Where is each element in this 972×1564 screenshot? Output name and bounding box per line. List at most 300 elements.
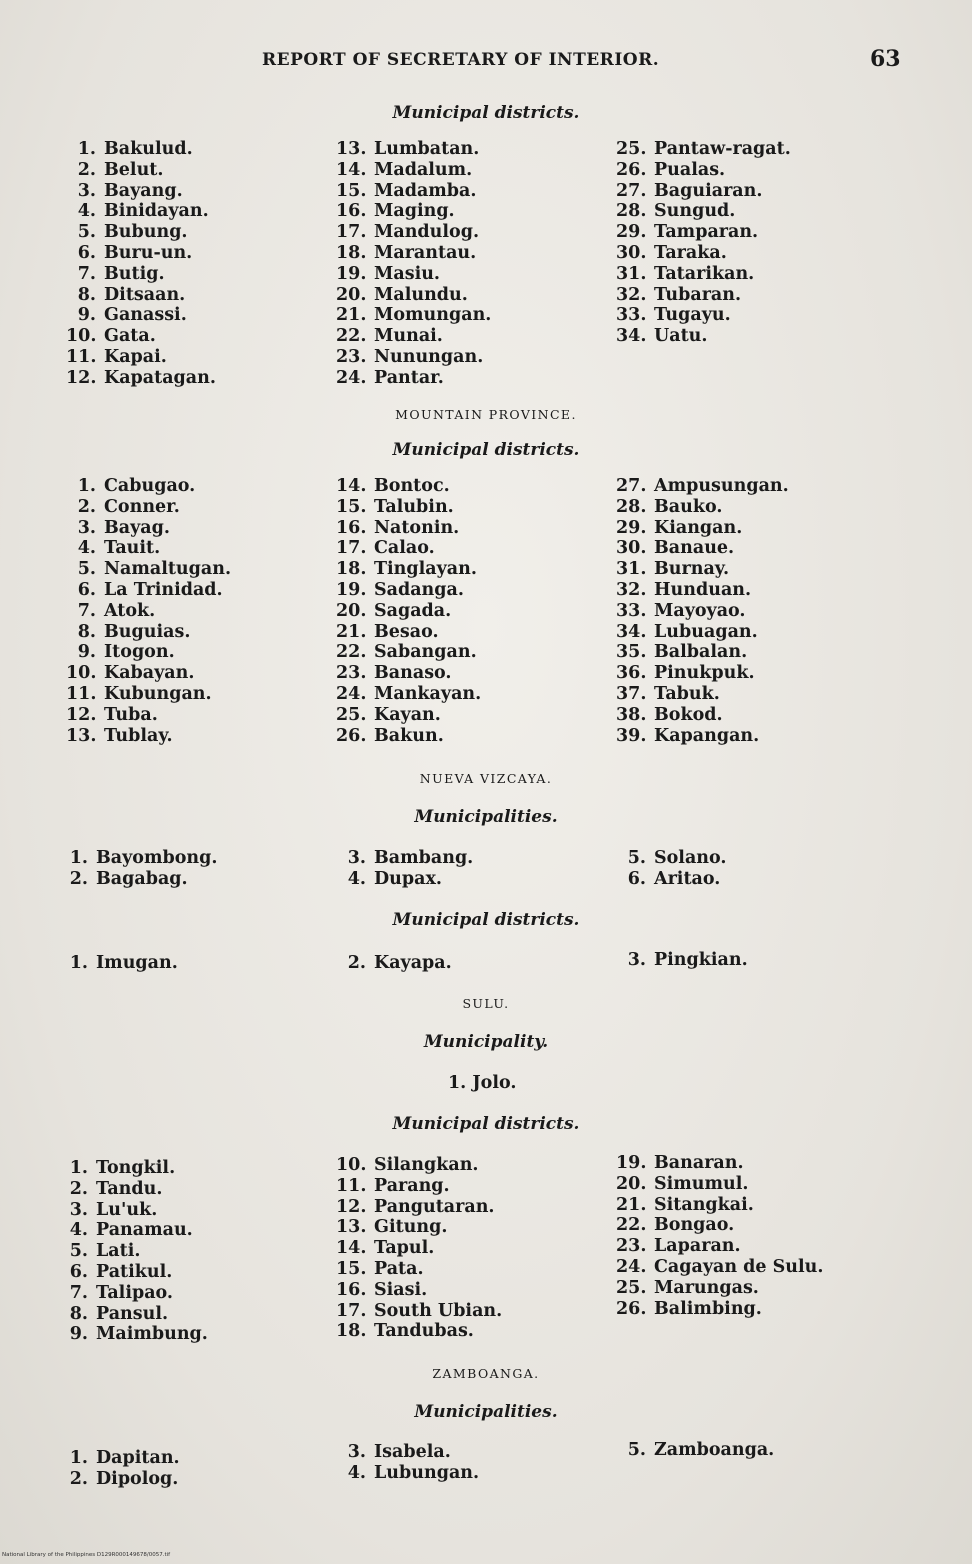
list-item bbox=[66, 243, 216, 264]
item-number: 26. bbox=[616, 159, 647, 180]
list-item bbox=[336, 264, 491, 285]
list-item bbox=[616, 642, 789, 663]
item-name: Pinukpuk. bbox=[654, 663, 755, 684]
item-name: Buru-un. bbox=[104, 242, 193, 263]
item-name: Ditsaan. bbox=[104, 284, 186, 305]
item-number: 30. bbox=[616, 242, 647, 263]
item-number: 19. bbox=[336, 263, 367, 284]
item-name: Bagabag. bbox=[96, 868, 188, 889]
item-number: 3. bbox=[347, 848, 366, 868]
item-name: Kayan. bbox=[374, 704, 441, 725]
list-item bbox=[66, 476, 231, 497]
item-name: Atok. bbox=[104, 600, 156, 621]
list-item bbox=[336, 285, 491, 306]
list-item bbox=[616, 1440, 774, 1461]
name-list bbox=[336, 476, 481, 746]
list-item bbox=[616, 201, 791, 222]
list-item bbox=[66, 622, 231, 643]
item-number: 6. bbox=[77, 242, 96, 263]
item-number: 8. bbox=[77, 284, 96, 305]
list-item bbox=[336, 869, 473, 890]
list-item bbox=[616, 181, 791, 202]
list-item bbox=[58, 848, 217, 869]
item-number: 3. bbox=[77, 180, 96, 201]
item-number: 2. bbox=[77, 496, 96, 517]
item-name: Bakulud. bbox=[104, 139, 193, 159]
item-number: 10. bbox=[66, 663, 97, 684]
item-number: 12. bbox=[66, 367, 97, 388]
item-name: La Trinidad. bbox=[104, 579, 223, 600]
list-item bbox=[616, 684, 789, 705]
item-number: 9. bbox=[69, 1324, 88, 1345]
item-number: 3. bbox=[77, 517, 96, 538]
item-name: Cabugao. bbox=[104, 476, 196, 496]
item-number: 31. bbox=[616, 559, 647, 580]
item-number: 15. bbox=[336, 1258, 367, 1279]
item-number: 33. bbox=[616, 305, 647, 326]
item-number: 17. bbox=[336, 222, 367, 243]
list-item bbox=[616, 559, 789, 580]
list-item bbox=[336, 1280, 502, 1301]
item-name: Pangutaran. bbox=[374, 1196, 495, 1217]
item-name: Taraka. bbox=[654, 242, 727, 263]
item-name: Maging. bbox=[374, 201, 455, 222]
list-item bbox=[66, 347, 216, 368]
list-item bbox=[336, 1301, 502, 1322]
list-item bbox=[66, 538, 231, 559]
list-item bbox=[58, 1200, 208, 1221]
item-name: Aritao. bbox=[654, 868, 721, 889]
list-item bbox=[616, 848, 726, 869]
item-name: Calao. bbox=[374, 538, 435, 559]
item-number: 2. bbox=[77, 159, 96, 180]
list-item bbox=[616, 264, 791, 285]
name-list bbox=[58, 1448, 180, 1490]
item-number: 22. bbox=[336, 642, 367, 663]
list-item bbox=[58, 1469, 180, 1490]
item-number: 15. bbox=[336, 180, 367, 201]
item-name: Bauko. bbox=[654, 496, 723, 517]
item-name: Bayang. bbox=[104, 180, 183, 201]
list-item bbox=[336, 663, 481, 684]
item-name: Kubungan. bbox=[104, 683, 212, 704]
name-list bbox=[66, 476, 231, 746]
item-number: 1. bbox=[69, 953, 88, 973]
list-item bbox=[66, 139, 216, 160]
item-name: Kiangan. bbox=[654, 517, 743, 538]
name-list bbox=[616, 476, 789, 746]
item-name: Bontoc. bbox=[374, 476, 450, 496]
item-name: Tublay. bbox=[104, 725, 173, 746]
section-heading: Municipal districts. bbox=[392, 103, 580, 123]
list-item bbox=[336, 222, 491, 243]
item-name: Isabela. bbox=[374, 1442, 451, 1462]
section-heading: Municipal districts. bbox=[392, 1114, 580, 1134]
item-name: Tauit. bbox=[104, 538, 161, 559]
list-item bbox=[336, 848, 473, 869]
item-number: 4. bbox=[347, 868, 366, 889]
list-item bbox=[66, 642, 231, 663]
item-name: Besao. bbox=[374, 621, 439, 642]
item-name: Hunduan. bbox=[654, 579, 752, 600]
item-number: 21. bbox=[336, 305, 367, 326]
item-number: 15. bbox=[336, 496, 367, 517]
list-item bbox=[66, 518, 231, 539]
item-number: 23. bbox=[336, 663, 367, 684]
item-name: Pingkian. bbox=[654, 950, 748, 970]
item-number: 20. bbox=[616, 1173, 647, 1194]
item-name: Gitung. bbox=[374, 1217, 448, 1238]
item-name: Burnay. bbox=[654, 559, 730, 580]
item-name: Tinglayan. bbox=[374, 559, 477, 580]
list-item bbox=[616, 1257, 823, 1278]
item-number: 9. bbox=[77, 305, 96, 326]
item-number: 36. bbox=[616, 663, 647, 684]
name-list bbox=[336, 1155, 502, 1342]
item-number: 5. bbox=[627, 848, 646, 868]
list-item bbox=[66, 181, 216, 202]
item-number: 1. bbox=[69, 848, 88, 868]
item-name: South Ubian. bbox=[374, 1300, 503, 1321]
item-number: 23. bbox=[336, 346, 367, 367]
item-number: 10. bbox=[336, 1155, 367, 1175]
name-list bbox=[616, 950, 748, 971]
list-item bbox=[336, 726, 481, 747]
section-heading: Municipal districts. bbox=[392, 910, 580, 930]
item-name: Mankayan. bbox=[374, 683, 482, 704]
item-number: 3. bbox=[627, 950, 646, 970]
item-name: Namaltugan. bbox=[104, 559, 232, 580]
item-name: Silangkan. bbox=[374, 1155, 479, 1175]
list-item bbox=[58, 1448, 180, 1469]
list-item bbox=[336, 642, 481, 663]
item-number: 1. bbox=[69, 1448, 88, 1468]
item-number: 8. bbox=[77, 621, 96, 642]
list-item bbox=[66, 580, 231, 601]
item-number: 1. bbox=[77, 139, 96, 159]
item-name: Bayombong. bbox=[96, 848, 218, 868]
item-name: Kapai. bbox=[104, 346, 167, 367]
item-name: Lubuagan. bbox=[654, 621, 758, 642]
item-name: Laparan. bbox=[654, 1236, 741, 1257]
item-name: Talipao. bbox=[96, 1282, 174, 1303]
list-item bbox=[616, 726, 789, 747]
item-number: 26. bbox=[336, 725, 367, 746]
list-item bbox=[66, 705, 231, 726]
list-item bbox=[336, 160, 491, 181]
list-item bbox=[336, 953, 452, 974]
item-name: Ampusungan. bbox=[654, 476, 789, 496]
item-name: Talubin. bbox=[374, 496, 454, 517]
name-list bbox=[616, 139, 791, 347]
item-number: 2. bbox=[347, 953, 366, 973]
item-number: 9. bbox=[77, 642, 96, 663]
item-number: 23. bbox=[616, 1236, 647, 1257]
item-name: Kabayan. bbox=[104, 663, 195, 684]
list-item bbox=[66, 160, 216, 181]
item-number: 22. bbox=[616, 1215, 647, 1236]
item-number: 3. bbox=[347, 1442, 366, 1462]
item-number: 28. bbox=[616, 201, 647, 222]
item-name: Banaran. bbox=[654, 1153, 744, 1173]
list-item bbox=[616, 869, 726, 890]
list-item bbox=[336, 1321, 502, 1342]
item-number: 32. bbox=[616, 579, 647, 600]
list-item bbox=[616, 285, 791, 306]
name-list bbox=[336, 139, 491, 389]
list-item bbox=[616, 1215, 823, 1236]
list-item bbox=[336, 139, 491, 160]
list-item bbox=[58, 1262, 208, 1283]
item-name: Bambang. bbox=[374, 848, 474, 868]
name-list bbox=[58, 848, 217, 890]
list-item bbox=[336, 201, 491, 222]
list-item bbox=[336, 1463, 479, 1484]
list-item bbox=[58, 953, 178, 974]
province-heading: NUEVA VIZCAYA. bbox=[419, 771, 553, 786]
item-name: Dapitan. bbox=[96, 1448, 180, 1468]
item-number: 19. bbox=[616, 1153, 647, 1173]
item-name: Marantau. bbox=[374, 242, 477, 263]
item-name: Lumbatan. bbox=[374, 139, 480, 159]
item-number: 7. bbox=[77, 600, 96, 621]
item-name: Butig. bbox=[104, 263, 165, 284]
item-number: 2. bbox=[69, 1468, 88, 1489]
item-number: 5. bbox=[69, 1241, 88, 1262]
item-number: 10. bbox=[66, 326, 97, 347]
list-item bbox=[336, 243, 491, 264]
item-name: Ganassi. bbox=[104, 305, 187, 326]
item-number: 18. bbox=[336, 559, 367, 580]
item-number: 6. bbox=[627, 868, 646, 889]
item-name: Gata. bbox=[104, 326, 156, 347]
list-item bbox=[616, 1299, 823, 1320]
item-name: Munai. bbox=[374, 326, 443, 347]
item-number: 14. bbox=[336, 476, 367, 496]
item-number: 13. bbox=[66, 725, 97, 746]
item-name: Belut. bbox=[104, 159, 164, 180]
item-name: Pantaw-ragat. bbox=[654, 139, 791, 159]
list-item bbox=[336, 476, 481, 497]
list-item bbox=[66, 201, 216, 222]
item-number: 21. bbox=[336, 621, 367, 642]
item-number: 38. bbox=[616, 704, 647, 725]
list-item bbox=[616, 497, 789, 518]
item-number: 39. bbox=[616, 725, 647, 746]
item-number: 21. bbox=[616, 1194, 647, 1215]
item-number: 20. bbox=[336, 284, 367, 305]
item-number: 27. bbox=[616, 180, 647, 201]
item-number: 4. bbox=[77, 201, 96, 222]
item-name: Malundu. bbox=[374, 284, 468, 305]
item-number: 14. bbox=[336, 1238, 367, 1259]
list-item bbox=[616, 326, 791, 347]
item-number: 13. bbox=[336, 139, 367, 159]
item-number: 17. bbox=[336, 1300, 367, 1321]
item-name: Pualas. bbox=[654, 159, 726, 180]
list-item bbox=[616, 160, 791, 181]
item-name: Banaue. bbox=[654, 538, 735, 559]
item-name: Kapangan. bbox=[654, 725, 760, 746]
item-number: 8. bbox=[69, 1303, 88, 1324]
item-name: Binidayan. bbox=[104, 201, 209, 222]
item-name: Lu'uk. bbox=[96, 1199, 158, 1220]
item-name: Mandulog. bbox=[374, 222, 480, 243]
list-item bbox=[616, 950, 748, 971]
list-item bbox=[66, 285, 216, 306]
list-item bbox=[66, 264, 216, 285]
item-number: 22. bbox=[336, 326, 367, 347]
item-number: 12. bbox=[336, 1196, 367, 1217]
list-item bbox=[66, 305, 216, 326]
province-heading: ZAMBOANGA. bbox=[432, 1366, 540, 1381]
item-number: 33. bbox=[616, 600, 647, 621]
section-heading: Municipal districts. bbox=[392, 440, 580, 460]
list-item bbox=[58, 1304, 208, 1325]
list-item bbox=[58, 1220, 208, 1241]
item-number: 6. bbox=[77, 579, 96, 600]
item-number: 6. bbox=[69, 1261, 88, 1282]
item-number: 35. bbox=[616, 642, 647, 663]
item-number: 25. bbox=[616, 1277, 647, 1298]
name-list bbox=[336, 848, 473, 890]
list-item bbox=[616, 705, 789, 726]
list-item bbox=[616, 243, 791, 264]
item-name: Tuba. bbox=[104, 704, 158, 725]
list-item bbox=[58, 1179, 208, 1200]
list-item bbox=[66, 222, 216, 243]
item-name: Lubungan. bbox=[374, 1462, 480, 1483]
item-number: 20. bbox=[336, 600, 367, 621]
list-item bbox=[616, 1278, 823, 1299]
section-heading: Municipalities. bbox=[414, 1402, 558, 1422]
item-number: 3. bbox=[69, 1199, 88, 1220]
item-name: Pansul. bbox=[96, 1303, 169, 1324]
item-name: Siasi. bbox=[374, 1279, 428, 1300]
list-item bbox=[66, 497, 231, 518]
list-item bbox=[616, 1195, 823, 1216]
list-item bbox=[336, 1176, 502, 1197]
item-number: 1. bbox=[77, 476, 96, 496]
name-list bbox=[58, 1158, 208, 1345]
item-number: 16. bbox=[336, 517, 367, 538]
item-name: Conner. bbox=[104, 496, 180, 517]
item-number: 13. bbox=[336, 1217, 367, 1238]
item-number: 18. bbox=[336, 1321, 367, 1342]
item-name: Tandu. bbox=[96, 1178, 163, 1199]
item-number: 16. bbox=[336, 1279, 367, 1300]
list-item bbox=[336, 538, 481, 559]
item-number: 7. bbox=[77, 263, 96, 284]
list-item bbox=[336, 518, 481, 539]
item-name: Madalum. bbox=[374, 159, 473, 180]
item-name: Sadanga. bbox=[374, 579, 464, 600]
list-item bbox=[58, 869, 217, 890]
list-item bbox=[616, 139, 791, 160]
running-head: REPORT OF SECRETARY OF INTERIOR. bbox=[262, 50, 660, 70]
item-name: Momungan. bbox=[374, 305, 492, 326]
list-item bbox=[336, 559, 481, 580]
list-item bbox=[66, 684, 231, 705]
list-item bbox=[336, 347, 491, 368]
item-number: 30. bbox=[616, 538, 647, 559]
item-name: Marungas. bbox=[654, 1277, 759, 1298]
item-name: Sungud. bbox=[654, 201, 736, 222]
item-number: 11. bbox=[66, 346, 97, 367]
item-name: Natonin. bbox=[374, 517, 460, 538]
name-list bbox=[336, 1442, 479, 1484]
item-number: 29. bbox=[616, 222, 647, 243]
list-item bbox=[336, 1155, 502, 1176]
list-item bbox=[58, 1158, 208, 1179]
item-name: Zamboanga. bbox=[654, 1440, 775, 1460]
list-item bbox=[58, 1241, 208, 1262]
item-name: Banaso. bbox=[374, 663, 452, 684]
item-name: Pata. bbox=[374, 1258, 424, 1279]
list-item bbox=[336, 705, 481, 726]
item-name: Sabangan. bbox=[374, 642, 477, 663]
list-item bbox=[336, 305, 491, 326]
list-item bbox=[616, 1174, 823, 1195]
item-name: Masiu. bbox=[374, 263, 441, 284]
item-name: Uatu. bbox=[654, 326, 708, 347]
item-name: Mayoyao. bbox=[654, 600, 746, 621]
item-name: Kayapa. bbox=[374, 953, 452, 973]
list-item bbox=[336, 1217, 502, 1238]
list-item bbox=[336, 1197, 502, 1218]
item-number: 31. bbox=[616, 263, 647, 284]
item-name: Tapul. bbox=[374, 1238, 435, 1259]
list-item bbox=[336, 368, 491, 389]
item-name: Patikul. bbox=[96, 1261, 173, 1282]
item-name: Tandubas. bbox=[374, 1321, 474, 1342]
item-name: Lati. bbox=[96, 1241, 141, 1262]
list-item bbox=[616, 622, 789, 643]
item-name: Simumul. bbox=[654, 1173, 749, 1194]
item-number: 2. bbox=[69, 868, 88, 889]
item-number: 12. bbox=[66, 704, 97, 725]
name-list bbox=[336, 953, 452, 974]
item-name: Solano. bbox=[654, 848, 727, 868]
item-number: 11. bbox=[336, 1175, 367, 1196]
name-list bbox=[616, 1153, 823, 1319]
item-name: Nunungan. bbox=[374, 346, 484, 367]
list-item bbox=[336, 622, 481, 643]
item-number: 5. bbox=[77, 222, 96, 243]
scan-footer: National Library of the Philippines D129R000149678/0057.tif bbox=[2, 1552, 171, 1558]
list-item bbox=[336, 580, 481, 601]
section-heading: Municipalities. bbox=[414, 807, 558, 827]
item-name: Tabuk. bbox=[654, 683, 720, 704]
list-item bbox=[66, 326, 216, 347]
item-name: Sagada. bbox=[374, 600, 452, 621]
item-number: 1. bbox=[69, 1158, 88, 1178]
item-name: Sitangkai. bbox=[654, 1194, 754, 1215]
item-number: 2. bbox=[69, 1178, 88, 1199]
province-heading: MOUNTAIN PROVINCE. bbox=[395, 407, 577, 422]
name-list bbox=[616, 848, 726, 890]
list-item bbox=[58, 1324, 208, 1345]
item-number: 5. bbox=[77, 559, 96, 580]
item-name: Kapatagan. bbox=[104, 367, 216, 388]
list-item bbox=[66, 559, 231, 580]
list-item bbox=[616, 518, 789, 539]
list-item bbox=[616, 305, 791, 326]
item-number: 17. bbox=[336, 538, 367, 559]
item-name: Balimbing. bbox=[654, 1298, 762, 1319]
item-name: Imugan. bbox=[96, 953, 178, 973]
name-list bbox=[58, 953, 178, 974]
